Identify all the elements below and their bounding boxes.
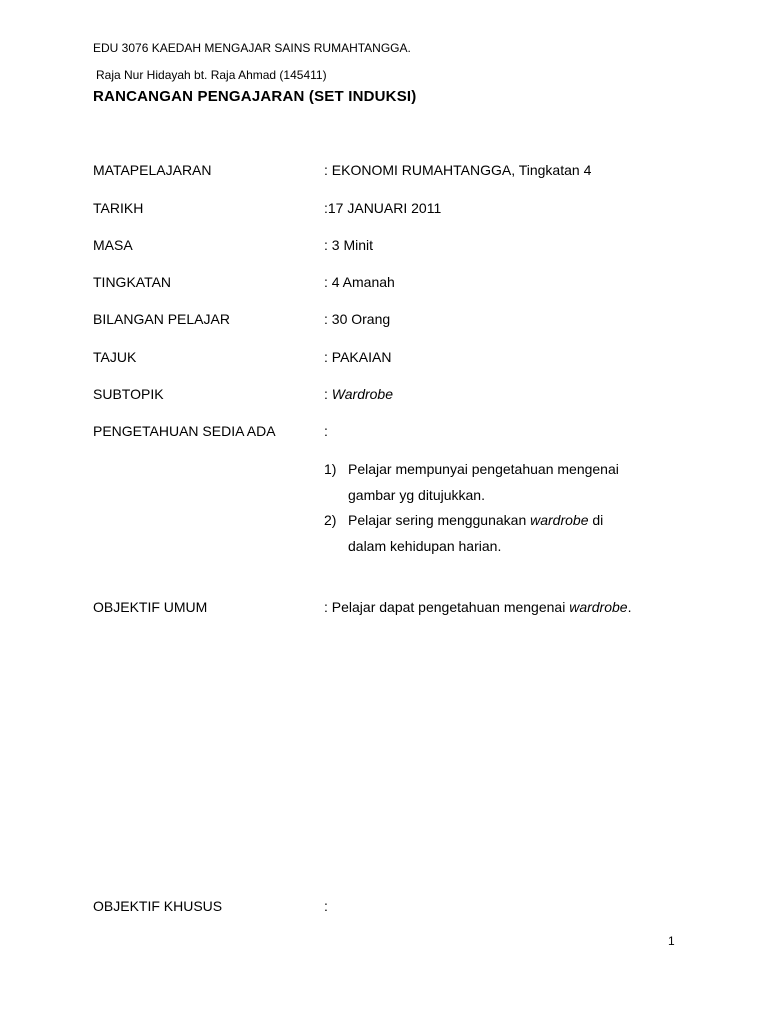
list-item-text	[348, 512, 603, 528]
value-tajuk: : PAKAIAN	[324, 349, 392, 365]
label-tingkatan: TINGKATAN	[93, 274, 172, 290]
label-subtopik: SUBTOPIK	[93, 386, 164, 402]
value-tingkatan: : 4 Amanah	[324, 274, 395, 290]
label-objektif-umum: OBJEKTIF UMUM	[93, 599, 208, 615]
list-item-text: gambar yg ditujukkan.	[348, 487, 485, 503]
author-line: Raja Nur Hidayah bt. Raja Ahmad (145411)	[96, 68, 327, 82]
page-number: 1	[668, 934, 675, 948]
value-matapelajaran: : EKONOMI RUMAHTANGGA, Tingkatan 4	[324, 162, 592, 178]
value-objektif-umum	[324, 599, 631, 615]
objektif-umum-prefix: : Pelajar dapat pengetahuan mengenai	[324, 599, 570, 615]
subtopik-text: Wardrobe	[331, 386, 393, 402]
list-item-text-suffix: di	[588, 512, 604, 528]
value-subtopik	[324, 386, 393, 402]
value-tarikh: :17 JANUARI 2011	[324, 200, 442, 216]
label-tajuk: TAJUK	[93, 349, 137, 365]
list-item-text-emphasis: wardrobe	[530, 512, 589, 528]
value-bilangan-pelajar: : 30 Orang	[324, 311, 391, 327]
list-item-number: 1)	[324, 461, 337, 477]
list-item-text: Pelajar mempunyai pengetahuan mengenai	[348, 461, 619, 477]
label-objektif-khusus: OBJEKTIF KHUSUS	[93, 898, 223, 914]
label-tarikh: TARIKH	[93, 200, 144, 216]
objektif-umum-emphasis: wardrobe	[569, 599, 628, 615]
subtopik-colon: :	[324, 386, 332, 402]
value-objektif-khusus: :	[324, 898, 328, 914]
label-masa: MASA	[93, 237, 133, 253]
label-matapelajaran: MATAPELAJARAN	[93, 162, 212, 178]
value-masa: : 3 Minit	[324, 237, 374, 253]
list-item-text: dalam kehidupan harian.	[348, 538, 502, 554]
label-pengetahuan-sedia-ada: PENGETAHUAN SEDIA ADA	[93, 423, 276, 439]
document-title: RANCANGAN PENGAJARAN (SET INDUKSI)	[93, 88, 417, 105]
value-pengetahuan-sedia-ada: :	[324, 423, 328, 439]
course-header: EDU 3076 KAEDAH MENGAJAR SAINS RUMAHTANGGA.	[93, 41, 411, 55]
list-item-text-prefix: Pelajar sering menggunakan	[348, 512, 531, 528]
list-item-number: 2)	[324, 512, 337, 528]
objektif-umum-suffix: .	[627, 599, 632, 615]
label-bilangan-pelajar: BILANGAN PELAJAR	[93, 311, 230, 327]
